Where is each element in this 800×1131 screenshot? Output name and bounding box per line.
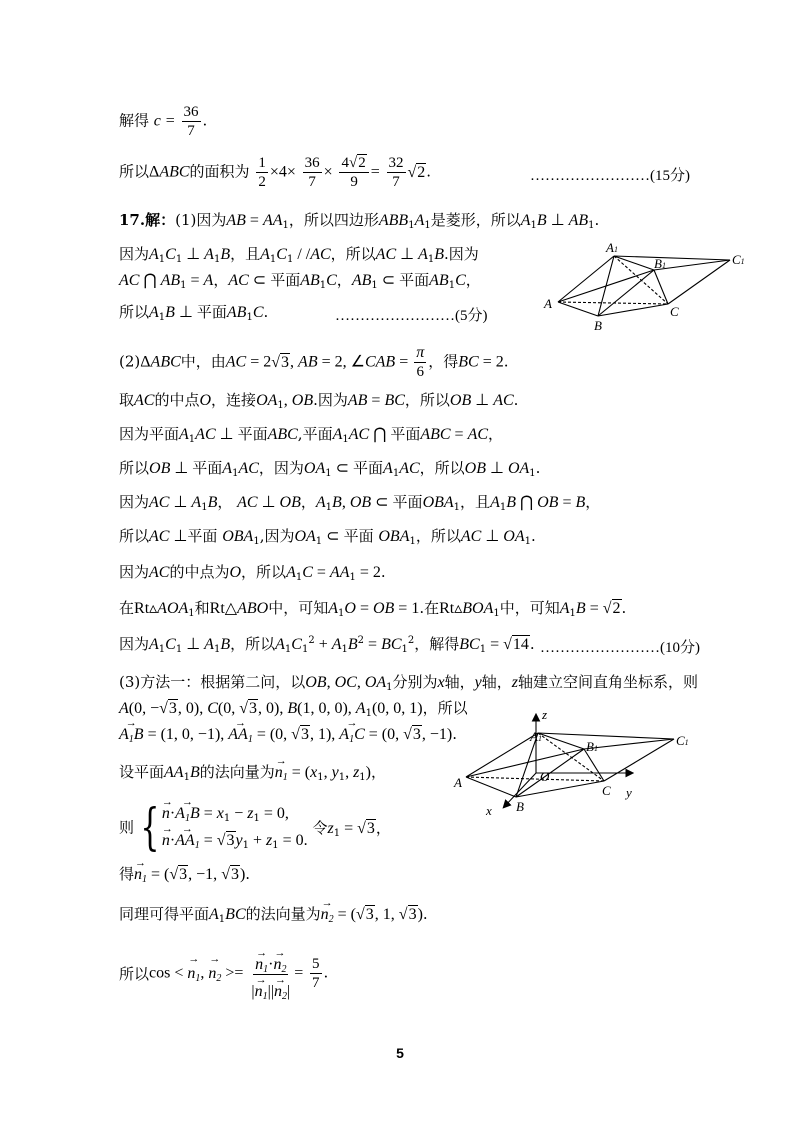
line-18: → $A_1B = (1$, 0, −1), → $AA_1 = (0$, √3, 1), → $A_1C = (0$, √3, −1). <box>119 724 457 745</box>
line-17: A(0, −√3, 0), C(0, √3, 0), B(1, 0, 0), $A_1(0$, 0, 1)，所以 <box>119 699 468 719</box>
edge-a1-c1 <box>614 256 730 260</box>
svg-text:C: C <box>602 783 611 798</box>
edge-b-c <box>598 304 668 316</box>
line-11: 因为AC ⊥ $A_1B$， AC ⊥ OB，$A_1B$, OB ⊂ 平面$OBA_1$，且$A_1B$ ⋂ OB = B， <box>119 493 601 513</box>
line-23: 所以cos < → $n_1$, → $n_2$ >= → $\frac{n_1\cdot\to n_2}{|\to n_1||\to n_2|}$ = $\frac{5}{7}$ . <box>119 946 328 1001</box>
line-22: 同理可得平面$A_1BC$的法向量为→ $n_2 = (√3$, 1, √3). <box>119 904 428 925</box>
edge-a1-c1 <box>538 733 674 739</box>
svg-text:A: A <box>454 775 462 790</box>
svg-text:A: A <box>544 296 552 311</box>
fraction-36-7: $\frac{36}{7}$ <box>183 104 199 139</box>
line-9: 因为平面$A_1AC$ ⊥ 平面ABC,平面$A_1AC$ ⋂ 平面ABC = AC， <box>119 425 504 445</box>
edge-a1-b1 <box>538 733 584 749</box>
edge-a-a1 <box>558 256 614 302</box>
question-number: 17.解： <box>119 211 176 229</box>
line-10: 所以OB ⊥ 平面$A_1AC$，因为$OA_1$ ⊂ 平面$A_1AC$，所以OB ⊥ $OA_1$. <box>119 459 541 479</box>
svg-text:A1: A1 <box>606 240 618 255</box>
edge-a1-b <box>598 256 614 316</box>
svg-text:B1: B1 <box>654 256 666 271</box>
coordinate-figure-2 <box>452 705 702 820</box>
line-5: AC ⋂ $AB_1 = A$，AC ⊂ 平面$AB_1C$，$AB_1$ ⊂ 平面$AB_1C$， <box>119 271 481 291</box>
svg-text:B1: B1 <box>586 739 598 754</box>
line-19: 设平面$AA_1B$的法向量为→ $n_1 = (x_1$, $y_1$, $z_1$)， <box>119 762 386 783</box>
line-4: 因为$A_1C_1$ ⊥ $A_1B$，且$A_1C_1 / /AC$，所以AC ⊥ $A_1B$.因为 <box>119 245 479 265</box>
edge-b-b1 <box>598 270 654 316</box>
svg-text:B: B <box>516 799 524 814</box>
line-13: 因为AC的中点为O，所以$A_1C = AA_1 = 2$. <box>119 563 386 583</box>
line-solve-c: 解得 c = $\frac{36}{7}$ . <box>119 104 208 139</box>
edge-b-c <box>516 781 604 797</box>
line-q17-part1: 17.解：(1)因为AB = $AA_1$，所以四边形$ABB_1A_1$是菱形，所以$A_1B$ ⊥ $AB_1$. <box>119 211 600 231</box>
svg-text:z: z <box>542 707 548 722</box>
edge-b1-c <box>654 270 668 304</box>
score-10: ……………………(10分) <box>540 640 700 656</box>
prism-figure-1 <box>540 238 760 338</box>
line-14: 在$Rt▵AOA_1$和Rt△ABO中，可知$A_1O$ = OB = 1.在$Rt▵BOA_1$中，可知$A_1B = √2$. <box>119 599 627 619</box>
line-area: 所以ΔABC的面积为 $\frac{1}{2}$ ×4× $\frac{36}{7}$ × $\frac{4√2}{9}$ = $\frac{32}{7}$ √2. <box>119 155 432 190</box>
edge-a1-b1 <box>614 256 654 270</box>
score-15: ……………………(15分) <box>530 168 690 184</box>
svg-text:O: O <box>540 769 550 784</box>
svg-text:C: C <box>670 304 679 319</box>
svg-text:C1: C1 <box>676 733 689 748</box>
line-21: 得→ $n_1 = (√3$, −1, √3). <box>119 864 250 885</box>
score-5: ……………………(5分) <box>335 308 488 324</box>
svg-text:x: x <box>486 803 492 818</box>
edge-a-b <box>466 777 516 797</box>
line-15: 因为$A_1C_1$ ⊥ $A_1B$，所以$A_1C_1^2 + A_1B^2 = BC_1^2$，解得$BC_1 = √14$. <box>119 635 535 655</box>
edge-a-b <box>558 302 598 316</box>
svg-text:y: y <box>626 785 632 800</box>
page-number: 5 <box>396 1045 404 1061</box>
line-6: 所以$A_1B$ ⊥ 平面$AB_1C$. <box>119 303 269 323</box>
line-7: (2)ΔABC中，由AC = 2√3, AB = 2, ∠CAB = $\frac{\pi}{6}$ ，得BC = 2. <box>119 344 509 380</box>
svg-text:B: B <box>594 318 602 333</box>
line-16: (3)方法一：根据第二问，以OB, OC, $OA_1$分别为x轴，y轴，z轴建立空间直角坐标系，则 <box>119 673 699 693</box>
svg-text:A1: A1 <box>530 729 542 744</box>
line-8: 取AC的中点O，连接$OA_1$, OB.因为AB = BC，所以OB ⊥ AC. <box>119 391 519 411</box>
edge-a-c <box>466 777 604 781</box>
edge-a-a1 <box>466 733 538 777</box>
text-jiede: 解得 <box>119 111 150 130</box>
line-20-system: 则 { → $n\cdot\to A_1B = x_1 - z_1 = 0$, → $n\cdot\to AA_1 = √3y_1 + z_1 = 0$. 令$z_1 = √3$， <box>119 800 391 854</box>
line-12: 所以AC ⊥平面 $OBA_1$,因为$OA_1$ ⊂ 平面 $OBA_1$，所以AC ⊥ $OA_1$. <box>119 527 536 547</box>
svg-text:C1: C1 <box>732 252 745 267</box>
